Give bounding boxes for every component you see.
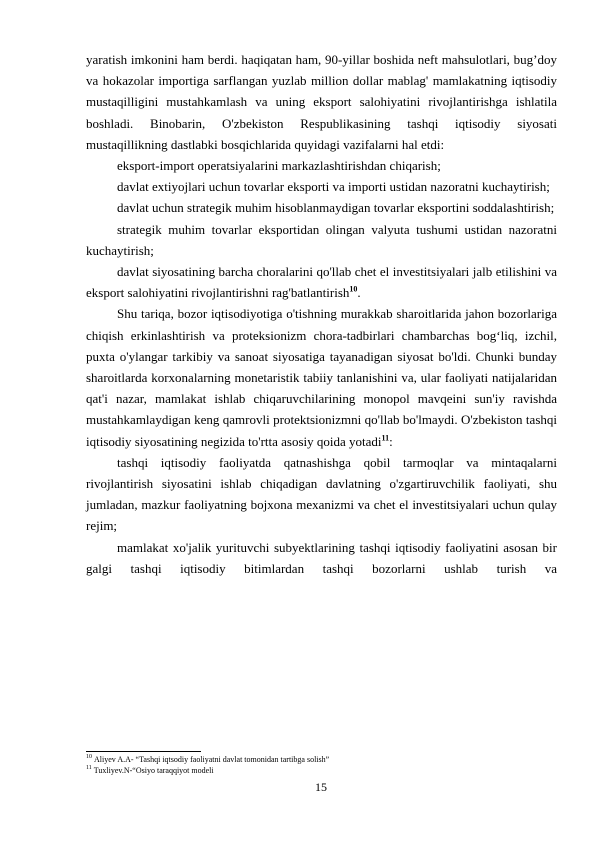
- footnote-ref-11[interactable]: 11: [381, 433, 390, 443]
- footnote-number: 11: [86, 765, 92, 772]
- list-item: tashqi iqtisodiy faoliyatda qatnashishga qobil tarmoqlar va mintaqalarni rivojlantirish siyosatini ishlab chiqadigan davlatning o'zgartiruvchilik faoliyati, shu jumladan, mazkur faoliyatning bojxona mexanizmi va chet el investitsiyalari uchun qulay rejim;: [86, 454, 557, 534]
- list-item: strategik muhim tovarlar eksportidan olingan valyuta tushumi ustidan nazoratni kuchaytirish;: [86, 221, 557, 258]
- paragraph: [86, 303, 557, 451]
- list-item: davlat uchun strategik muhim hisoblanmaydigan tovarlar eksportini soddalashtirish;: [117, 200, 555, 216]
- footnote: [86, 755, 557, 765]
- footnote-text: Aliyev A.A- “Tashqi iqtsodiy faoliyatni davlat tomonidan tartibga solish”: [94, 755, 330, 764]
- footnote-ref-10[interactable]: 10: [349, 284, 358, 294]
- footnote-divider: [86, 751, 201, 752]
- body-text: [86, 49, 557, 579]
- page-number: 15: [315, 780, 327, 794]
- list-item: eksport-import operatsiyalarini markazlashtirishdan chiqarish;: [117, 158, 441, 174]
- list-item: davlat extiyojlari uchun tovarlar eksporti va importi ustidan nazoratni kuchaytirish;: [117, 179, 550, 195]
- paragraph-text: Shu tariqa, bozor iqtisodiyotiga o'tishning murakkab sharoitlarida jahon bozorlariga chiqish erkinlashtirish va proteksionizm chora-tadbirlari chambarchas bog‘liq, izchil, puxta o'ylangar tarkibiy va sanoat siyosatiga tayanadigan siyosat bo'ldi. Chunki bunday sharoitlarda korxonalarning monetaristik tabiiy tanlanishini va, ular faoliyati natijalaridan qat'i nazar, mamlakat ishlab chiqaruvchilarining monopol mavqeini sun'iy ravishda mustahkamlaydigan keng qamrovli protektsionizmni qo'llab bo'lmaydi. O'zbekiston tashqi iqtisodiy siyosatining negizida to'rtta asosiy qoida yotadi: [86, 306, 557, 449]
- footnote-number: 10: [86, 754, 92, 761]
- paragraph-tail: :: [389, 433, 393, 449]
- paragraph: yaratish imkonini ham berdi. haqiqatan ham, 90-yillar boshida neft mahsulotlari, bug’doy va hokazolar importiga sarflangan yuzlab million dollar mablag' mamlakatning iqtisodiy mustaqilligini mustahkamlash va uning eksport salohiyatini rivojlantirishga ishlatila boshladi. Binobarin, O'zbekiston Respublikasining tashqi iqtisodiy siyosati mustaqillikning dastlabki bosqichlarida quyidagi vazifalarni hal etdi:: [86, 52, 557, 152]
- paragraph-tail: .: [357, 285, 361, 301]
- list-item: mamlakat xo'jalik yurituvchi subyektlarining tashqi iqtisodiy faoliyatini asosan bir galgi tashqi iqtisodiy bitimlardan tashqi bozorlarni ushlab turish va: [86, 539, 557, 576]
- paragraph-text: davlat siyosatining barcha choralarini qo'llab chet el investitsiyalari jalb etilishini va eksport salohiyatini rivojlantirishni rag'batlantirish: [86, 264, 557, 301]
- footnote: [86, 766, 557, 776]
- footnote-text: Tuxliyev.N-“Osiyo taraqqiyot modeli: [93, 766, 214, 775]
- list-item: [86, 261, 557, 303]
